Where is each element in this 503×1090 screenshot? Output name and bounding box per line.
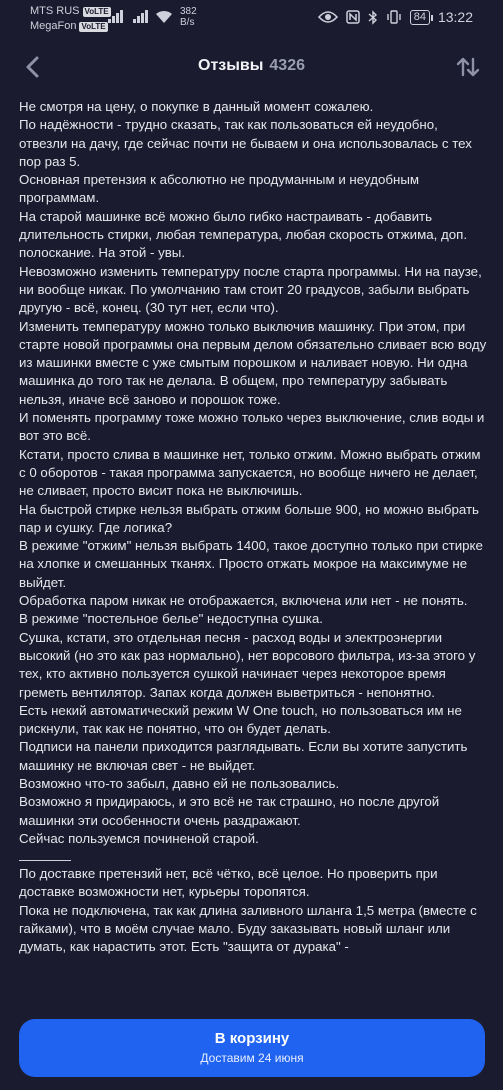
volte-badge: VoLTE — [81, 21, 106, 31]
battery-icon: 84 — [410, 10, 430, 25]
speed-unit: B/s — [180, 17, 195, 28]
review-paragraph: Подписи на панели приходится разглядывать. Если вы хотите запустить машинку не включая свет - не выйдет. — [19, 739, 468, 773]
eye-icon — [318, 10, 338, 24]
carrier-1-name: MTS RUS — [30, 5, 80, 17]
status-bar — [0, 0, 503, 40]
speed-value: 382 — [180, 6, 197, 17]
review-count: 4326 — [269, 57, 305, 74]
page-title — [0, 57, 503, 75]
carriers — [30, 4, 111, 34]
review-paragraph: По доставке претензий нет, всё чётко, всё целое. Но проверить при доставке возможности нет, курьеры торопятся. — [19, 866, 438, 900]
nfc-icon — [346, 10, 360, 24]
review-text — [19, 98, 487, 957]
review-paragraph: Сушка, кстати, это отдельная песня - расход воды и электроэнергии высокий (но это как раз нормально), нет ворсового фильтра, из-за этого у тех, кто активно пользуется сушкой начинает через некоторое время греметь вентилятор. Запах когда должен выветриться - непонятно. — [19, 629, 476, 700]
add-to-cart-button[interactable] — [19, 1019, 485, 1077]
review-paragraph: Кстати, просто слива в машинке нет, только отжим. Можно выбрать отжим с 0 оборотов - такая программа запускается, но вообще ничего не делает, не сливает, просто висит пока не выключишь. — [19, 446, 481, 499]
header — [0, 44, 503, 90]
bluetooth-icon — [368, 10, 378, 25]
sort-icon — [455, 54, 481, 80]
review-paragraph: Не смотря на цену, о покупке в данный момент сожалею. — [19, 99, 374, 114]
status-icons — [318, 9, 473, 25]
review-paragraph: Изменить температуру можно только выключив машинку. При этом, при старте новой программы она первым делом обязательно сливает всю воду из машинки вместе с уже смытым порошком и наливает новую. Ни одна машинка до того так не делала. В общем, про температуру забывать нельзя, иначе всё заново и порошок тоже. — [19, 318, 487, 407]
carrier-2-name: MegaFon — [30, 20, 77, 32]
delivery-date: Доставим 24 июня — [200, 1051, 304, 1065]
review-paragraph: На быстрой стирке нельзя выбрать отжим больше 900, но можно выбрать пар и сушку. Где логика? — [19, 501, 479, 535]
review-paragraph: В режиме "постельное белье" недоступна сушка. — [19, 611, 323, 627]
review-paragraph: На старой машинке всё можно было гибко настраивать - добавить длительность стирки, любая температура, любая скорость отжима, доп. полоскание. На этой - увы. — [19, 208, 468, 261]
signal-icon — [108, 10, 148, 23]
wifi-icon — [155, 10, 173, 24]
review-paragraph: Пока не подключена, так как длина заливного шланга 1,5 метра (вместе с гайками), что в моём случае мало. Буду заказывать новый шланг или думать, как нарастить этот. Есть "защита от дурака" - — [19, 902, 477, 955]
network-speed — [180, 6, 197, 28]
carrier-1 — [30, 4, 111, 19]
review-paragraph: Обработка паром никак не отображается, включена или нет - не понять. — [19, 593, 468, 609]
bottom-bar — [0, 1005, 503, 1090]
review-paragraph: Возможно я придираюсь, и это всё не так страшно, но после другой машинки эти особенности очень раздражают. — [19, 794, 440, 828]
review-paragraph: Сейчас пользуемся починеной старой. — [19, 830, 259, 846]
review-body-continued — [19, 865, 487, 956]
clock: 13:22 — [437, 9, 473, 25]
review-body — [19, 98, 487, 848]
carrier-2 — [30, 19, 111, 34]
review-paragraph: По надёжности - трудно сказать, так как пользоваться ей неудобно, отвезли на дачу, где сейчас почти не бываем и она использовалась с тех пор раз 5. — [19, 117, 472, 169]
review-paragraph: Есть некий автоматический режим W One touch, но пользоваться им не рискнули, так как не понятно, что он будет делать. — [19, 702, 462, 737]
divider — [19, 860, 71, 861]
review-paragraph: И поменять программу тоже можно только через выключение, слив воды и вот это всё. — [19, 410, 485, 444]
title-text: Отзывы — [198, 57, 264, 74]
sort-button[interactable] — [455, 54, 481, 80]
review-paragraph: Невозможно изменить температуру после старта программы. Ни на паузе, ни вообще никак. По умолчанию там стоит 20 градусов, забыли выбрать другую - всё, конец. (30 тут нет, если что). — [19, 263, 482, 316]
review-paragraph: В режиме "отжим" нельзя выбрать 1400, такое доступно только при стирке на хлопке и смешанных тканях. Просто отжать мокрое на максимуме не выйдет. — [19, 538, 483, 590]
review-paragraph: Возможно что-то забыл, давно ей не пользовались. — [19, 775, 340, 791]
review-paragraph: Основная претензия к абсолютно не продуманным и неудобным программам. — [19, 172, 420, 206]
volte-badge: VoLTE — [84, 6, 109, 16]
vibrate-icon — [386, 10, 402, 24]
cart-label: В корзину — [214, 1030, 290, 1047]
